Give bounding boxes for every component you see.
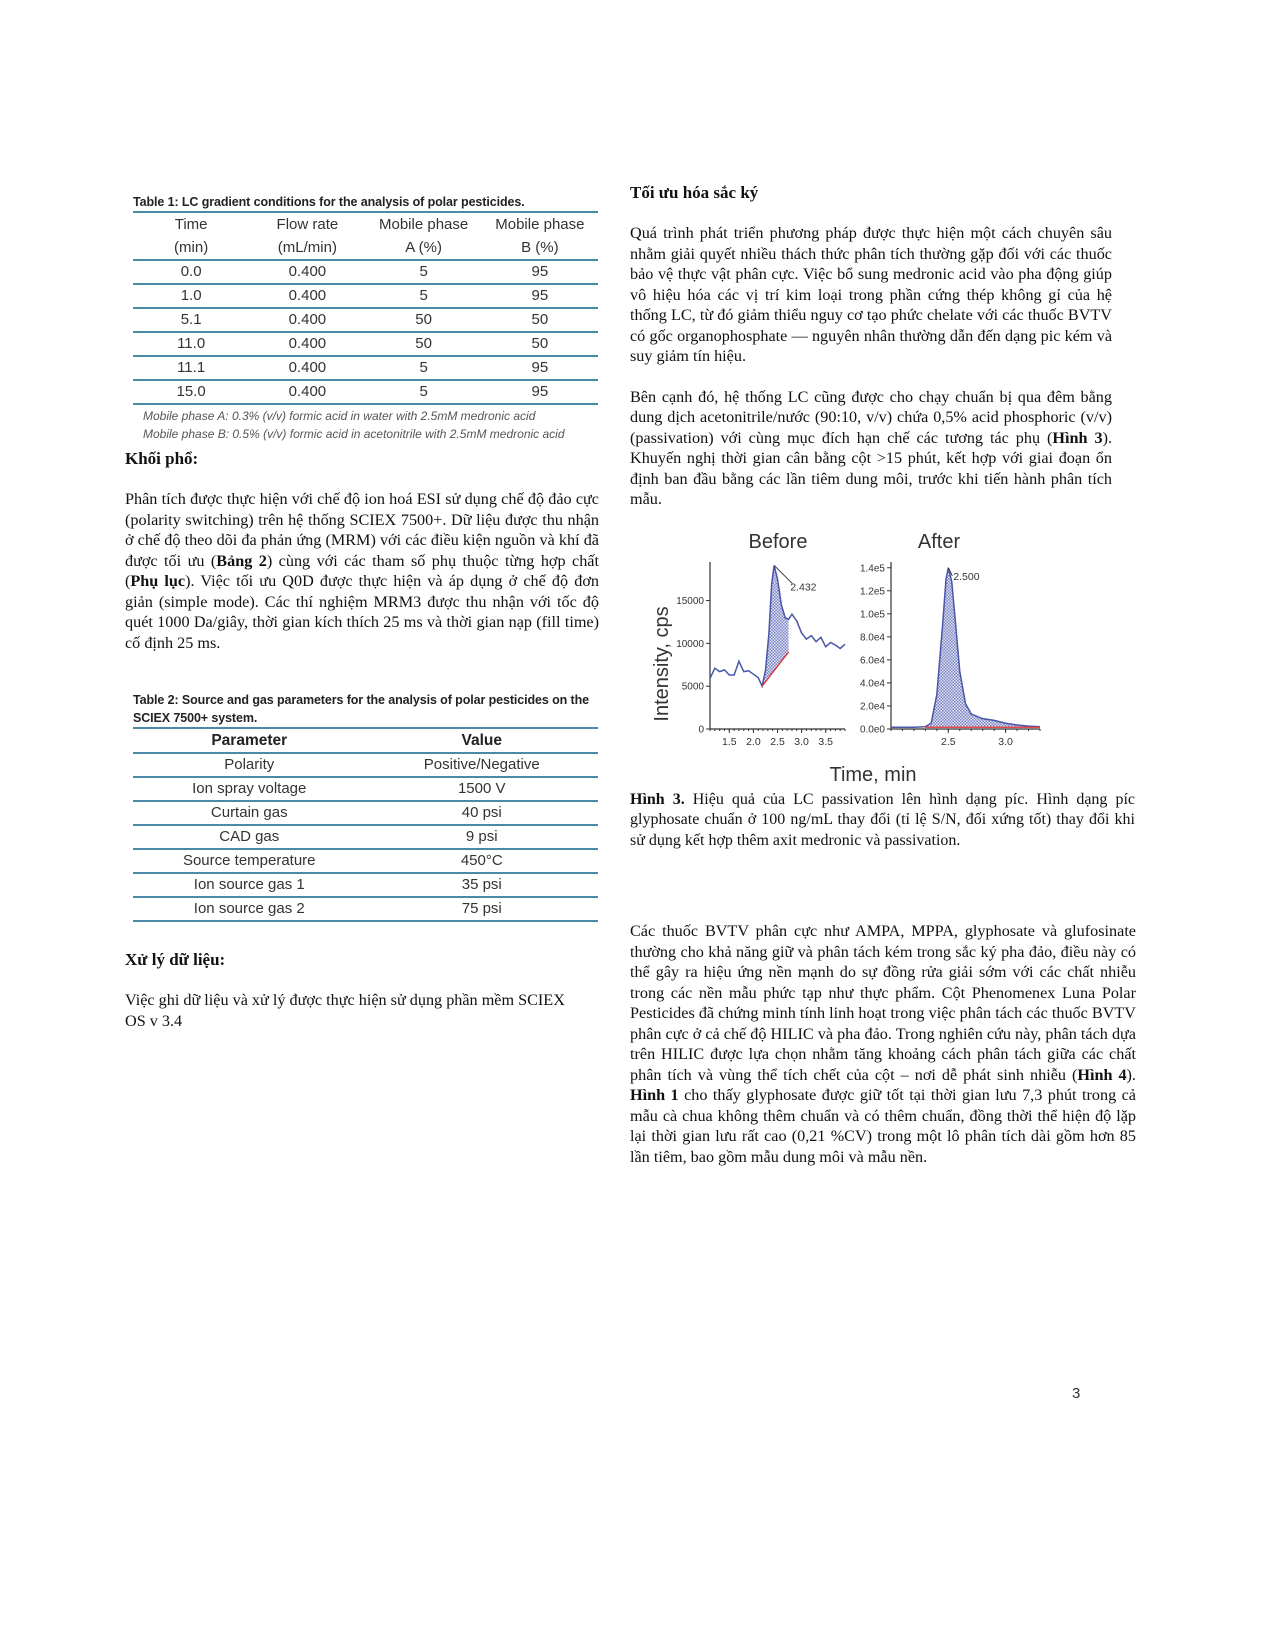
svg-text:15000: 15000 <box>676 595 704 607</box>
text: cho thấy glyphosate được giữ tốt tại thời gian lưu 7,3 phút trong cả mẫu cà chua không thêm chuẩn và có thêm chuẩn, đồng thời thể hiện độ lặp lại thời gian lưu rất cao (0,21 %CV) trong một lô phân tích dài gồm hơn 85 lần tiêm, bao gồm mẫu dung môi và mẫu nền. <box>630 1086 1136 1166</box>
svg-text:1.5: 1.5 <box>721 735 737 748</box>
svg-text:6.0e4: 6.0e4 <box>859 654 885 666</box>
right-column <box>630 183 1138 1167</box>
cell: 15.0 <box>176 383 206 400</box>
text: ). Khuyến nghị thời gian cân bằng cột >15 phút, kết hợp với giai đoạn ổn định ban đầu bằng các lần tiêm dung môi, trước khi tiến hành phân tích mẫu. <box>630 428 1112 508</box>
ref-figure4: Hình 4 <box>1077 1065 1127 1084</box>
table-row <box>133 260 598 284</box>
col-unit-flow: (mL/min) <box>277 239 337 256</box>
table-row <box>133 825 598 849</box>
table-row <box>133 849 598 873</box>
svg-text:1.2e5: 1.2e5 <box>859 585 885 597</box>
table-row <box>133 332 598 356</box>
text: Các thuốc BVTV phân cực như AMPA, MPPA, glyphosate và glufosinate thường cho khả năng giữ và phân tách kém trong sắc ký pha đảo, điều này có thể gây ra hiệu ứng nền mạnh do sự đồng rửa giải sớm với các chất nhiễu trong các nền mẫu phức tạp như thực phẩm. Cột Phenomenex Luna Polar Pesticides đã chứng minh tính linh hoạt trong việc phân tách các thuốc BVTV phân cực ở cả chế độ HILIC và pha đảo. Trong nghiên cứu này, phân tách dựa trên HILIC được lựa chọn nhằm tăng khoảng cách phân tách giữa các chất phân tích và vùng thể tích chết của cột – nơi dễ phát sinh nhiễu ( <box>630 922 1136 1084</box>
cell: Positive/Negative <box>423 756 540 773</box>
cell: 5 <box>419 383 428 400</box>
svg-text:2.0e4: 2.0e4 <box>859 700 885 712</box>
cell: Source temperature <box>182 852 316 869</box>
cell: Ion source gas 1 <box>193 876 305 893</box>
cell: CAD gas <box>219 828 280 845</box>
ms-paragraph <box>125 489 599 653</box>
before-plot <box>676 562 845 748</box>
svg-text:2.0: 2.0 <box>746 735 761 748</box>
svg-text:1.0e5: 1.0e5 <box>859 608 885 620</box>
col-header-a: Mobile phase <box>379 216 469 233</box>
col-unit-time: (min) <box>174 239 209 256</box>
table-header-row <box>133 728 598 753</box>
col-header-time: Time <box>174 216 208 233</box>
chromatogram-svg <box>630 524 1130 786</box>
table-row <box>133 380 598 404</box>
cell: 11.1 <box>177 359 206 376</box>
svg-text:2.5: 2.5 <box>770 735 785 748</box>
svg-text:2.500: 2.500 <box>953 570 980 583</box>
table-row <box>133 284 598 308</box>
paragraph-2 <box>630 387 1112 510</box>
cell: Curtain gas <box>210 804 288 821</box>
cell: 0.400 <box>288 335 327 352</box>
ms-heading: Khối phổ: <box>125 449 199 468</box>
text: ). <box>1126 1065 1136 1084</box>
col-unit-a: A (%) <box>405 239 442 256</box>
cell: 450°C <box>460 852 503 869</box>
cell: 0.400 <box>288 383 327 400</box>
cell: 75 psi <box>461 900 502 917</box>
cell: 0.400 <box>288 311 327 328</box>
cell: 95 <box>531 383 549 400</box>
cell: 50 <box>531 311 549 328</box>
col-unit-b: B (%) <box>521 239 559 256</box>
x-axis-label: Time, min <box>829 763 917 786</box>
table-row <box>133 753 598 777</box>
table-row <box>133 873 598 897</box>
chromatography-heading: Tối ưu hóa sắc ký <box>630 183 759 202</box>
cell: 0.400 <box>288 359 327 376</box>
text: ) cùng với các tham số phụ thuộc từng hợp chất ( <box>125 551 599 590</box>
cell: Ion spray voltage <box>192 780 307 797</box>
cell: 1500 V <box>457 780 506 797</box>
col-header-parameter: Parameter <box>211 732 288 749</box>
cell: Ion source gas 2 <box>193 900 305 917</box>
col-header-value: Value <box>461 732 502 749</box>
cell: 95 <box>531 263 549 280</box>
cell: 40 psi <box>461 804 502 821</box>
table-header-row <box>133 212 598 236</box>
svg-text:8.0e4: 8.0e4 <box>859 631 885 643</box>
caption-label: Hình 3. <box>630 790 685 808</box>
left-column <box>125 193 599 1031</box>
svg-text:4.0e4: 4.0e4 <box>859 677 885 689</box>
table1-caption: Table 1: LC gradient conditions for the analysis of polar pesticides. <box>133 195 525 209</box>
table-row <box>133 308 598 332</box>
data-processing-heading: Xử lý dữ liệu: <box>125 950 226 969</box>
ref-table2: Bảng 2 <box>216 551 267 570</box>
text: Bên cạnh đó, hệ thống LC cũng được cho chạy chuẩn bị qua đêm bằng dung dịch acetonitrile/nước (90:10, v/v) chứa 0,5% acid phosphoric (v/v) (passivation) với cùng mục đích hạn chế các tương tác phụ ( <box>630 387 1112 447</box>
cell: 5 <box>419 287 428 304</box>
before-title: Before <box>748 530 808 553</box>
cell: 5 <box>419 359 428 376</box>
text: Phân tích được thực hiện với chế độ ion hoá ESI sử dụng chế độ đảo cực (polarity switching) trên hệ thống SCIEX 7500+. Dữ liệu được thu nhận ở chế độ theo dõi đa phản ứng (MRM) với các điều kiện nguồn và khí đã được tối ưu ( <box>125 490 599 570</box>
source-gas-table <box>133 727 598 922</box>
cell: 50 <box>415 311 432 328</box>
table-row <box>133 897 598 921</box>
y-axis-label: Intensity, cps <box>651 605 673 722</box>
svg-text:3.5: 3.5 <box>818 735 834 748</box>
svg-text:1.4e5: 1.4e5 <box>859 562 885 574</box>
cell: 11.0 <box>177 335 206 352</box>
cell: 1.0 <box>180 287 202 304</box>
paragraph-1: Quá trình phát triển phương pháp được thực hiện một cách chuyên sâu nhằm giải quyết nhiều thách thức phân tích thường gặp đối với các thuốc bảo vệ thực vật phân cực. Việc bổ sung medronic acid vào pha động giúp vô hiệu hóa các vị trí kim loại trong phần cứng thép không gỉ của hệ thống LC, từ đó giảm thiểu nguy cơ tạo phức chelate với các thuốc BVTV có gốc organophosphate — nguyên nhân thường dẫn đến dạng pic kém và suy giảm tín hiệu. <box>630 224 1112 365</box>
after-title: After <box>917 530 961 553</box>
svg-text:10000: 10000 <box>676 638 704 650</box>
cell: 0.400 <box>288 263 327 280</box>
table1-note-a: Mobile phase A: 0.3% (v/v) formic acid in water with 2.5mM medronic acid <box>143 409 536 423</box>
table2-caption: Table 2: Source and gas parameters for the analysis of polar pesticides on the SCIEX 7500+ system. <box>133 693 589 725</box>
cell: 9 psi <box>465 828 498 845</box>
cell: 0.0 <box>180 263 202 280</box>
after-plot <box>860 562 1040 748</box>
svg-text:2.5: 2.5 <box>941 735 956 748</box>
ref-appendix: Phụ lục <box>130 572 186 590</box>
cell: 5 <box>419 263 428 280</box>
svg-text:2.432: 2.432 <box>790 580 817 593</box>
page-number: 3 <box>1072 1385 1081 1402</box>
text: ). Việc tối ưu Q0D được thực hiện và áp dụng ở chế độ đơn giản (simple mode). Các thí nghiệm MRM3 được thu nhận với tốc độ quét 1000 Da/giây, thời gian kích thích 25 ms và thời gian nạp (fill time) cố định 25 ms. <box>125 572 599 652</box>
cell: 0.400 <box>288 287 327 304</box>
figure-3-chart <box>630 524 1130 786</box>
cell: 50 <box>531 335 549 352</box>
cell: 95 <box>531 359 549 376</box>
svg-text:5000: 5000 <box>681 681 704 693</box>
data-processing-paragraph: Việc ghi dữ liệu và xử lý được thực hiện sử dụng phần mềm SCIEX OS v 3.4 <box>125 991 565 1030</box>
figure-3-caption <box>630 790 1135 852</box>
cell: Polarity <box>224 756 275 773</box>
lc-gradient-table <box>133 211 598 405</box>
table-header-row-units <box>133 236 598 260</box>
ref-figure3: Hình 3 <box>1052 428 1103 447</box>
svg-text:0.0e0: 0.0e0 <box>859 724 885 735</box>
col-header-flow: Flow rate <box>276 216 339 233</box>
svg-text:0: 0 <box>698 724 704 735</box>
svg-text:3.0: 3.0 <box>998 735 1013 748</box>
cell: 5.1 <box>180 311 202 328</box>
ref-figure1: Hình 1 <box>630 1086 679 1104</box>
table-row <box>133 356 598 380</box>
paragraph-3 <box>630 921 1136 1167</box>
table1-note-b: Mobile phase B: 0.5% (v/v) formic acid in acetonitrile with 2.5mM medronic acid <box>143 427 565 441</box>
caption-text: Hiệu quả của LC passivation lên hình dạng píc. Hình dạng píc glyphosate chuẩn ở 100 ng/mL thay đổi (tỉ lệ S/N, đối xứng tốt) thay đổi khi sử dụng kết hợp thêm axit medronic và passivation. <box>630 790 1135 849</box>
cell: 35 psi <box>461 876 502 893</box>
svg-text:3.0: 3.0 <box>794 735 809 748</box>
col-header-b: Mobile phase <box>495 216 585 233</box>
cell: 95 <box>531 287 549 304</box>
cell: 50 <box>415 335 432 352</box>
table-row <box>133 777 598 801</box>
table-row <box>133 801 598 825</box>
